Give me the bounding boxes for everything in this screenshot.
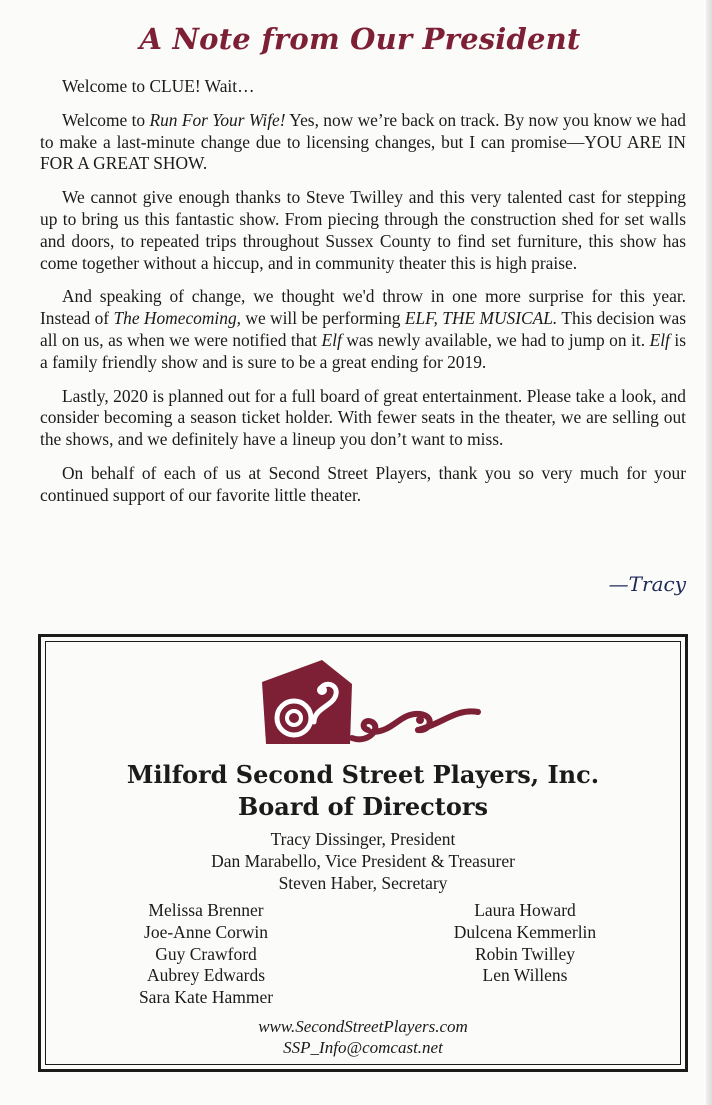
board-member: Dulcena Kemmerlin (453, 921, 597, 942)
letter-paragraph-6: On behalf of each of us at Second Street Players, thank you so very much for your continued support of our favorite little theater. (40, 462, 686, 505)
president-letter (40, 76, 686, 519)
board-member: Laura Howard (474, 900, 576, 920)
board-box (38, 634, 688, 1072)
board-member: Melissa Brenner (148, 900, 264, 920)
officers-list (46, 828, 680, 894)
organization-name: Milford Second Street Players, Inc. (126, 760, 600, 789)
website-link[interactable]: www.SecondStreetPlayers.com (258, 1017, 468, 1036)
show-title: The Homecoming, (113, 308, 242, 329)
board-member: Aubrey Edwards (146, 965, 266, 986)
letter-paragraph-1: Welcome to CLUE! Wait… (62, 76, 255, 96)
board-member: Len Willens (482, 965, 568, 986)
board-member: Sara Kate Hammer (138, 987, 274, 1008)
page-edge (706, 0, 712, 1105)
board-member: Joe-Anne Corwin (144, 921, 268, 942)
letter-paragraph-4: And speaking of change, we thought we'd throw in one more surprise for this year. Instead of The Homecoming, we will be performing ELF, THE MUSICAL. This decision was all on us, as when we were notified that Elf was newly available, we had to jump on it. Elf is a family friendly show and is sure to be a great ending for 2019. (40, 286, 687, 372)
officer: Steven Haber, Secretary (278, 873, 448, 893)
members-right-column (430, 900, 620, 987)
email-link[interactable]: SSP_Info@comcast.net (283, 1038, 443, 1057)
show-title: ELF, THE MUSICAL. (404, 308, 558, 329)
letter-paragraph-2: Welcome to Run For Your Wife! Yes, now we’re back on track. By now you know we had to make a last-minute change due to licensing changes, but I can promise—YOU ARE IN FOR A GREAT SHOW. (40, 109, 686, 174)
page-title: A Note from Our President (139, 22, 581, 56)
officer: Dan Marabello, Vice President & Treasurer (211, 851, 515, 871)
letter-paragraph-5: Lastly, 2020 is planned out for a full board of great entertainment. Please take a look, and consider becoming a season ticket holder. With fewer seats in the theater, we are selling out the shows, and we definitely have a lineup you don’t want to miss. (40, 385, 686, 450)
board-title: Board of Directors (237, 792, 489, 821)
officer: Tracy Dissinger, President (270, 829, 456, 849)
board-member: Guy Crawford (155, 943, 257, 964)
show-title: Elf (321, 329, 342, 350)
members-left-column (116, 900, 296, 1009)
theater-logo-icon (260, 658, 490, 750)
board-member: Robin Twilley (474, 943, 576, 964)
show-title: Run For Your Wife! (149, 109, 286, 130)
signature: —Tracy (608, 572, 686, 596)
contact-info (46, 1016, 680, 1058)
show-title: Elf (649, 329, 670, 350)
board-box-inner-border (45, 641, 681, 1065)
letter-paragraph-3: We cannot give enough thanks to Steve Twilley and this very talented cast for stepping up to bring us this fantastic show. From piecing through the construction shed for set walls and doors, to repeated trips throughout Sussex County to find set furniture, this show has come together without a hiccup, and in community theater this is high praise. (40, 187, 686, 273)
